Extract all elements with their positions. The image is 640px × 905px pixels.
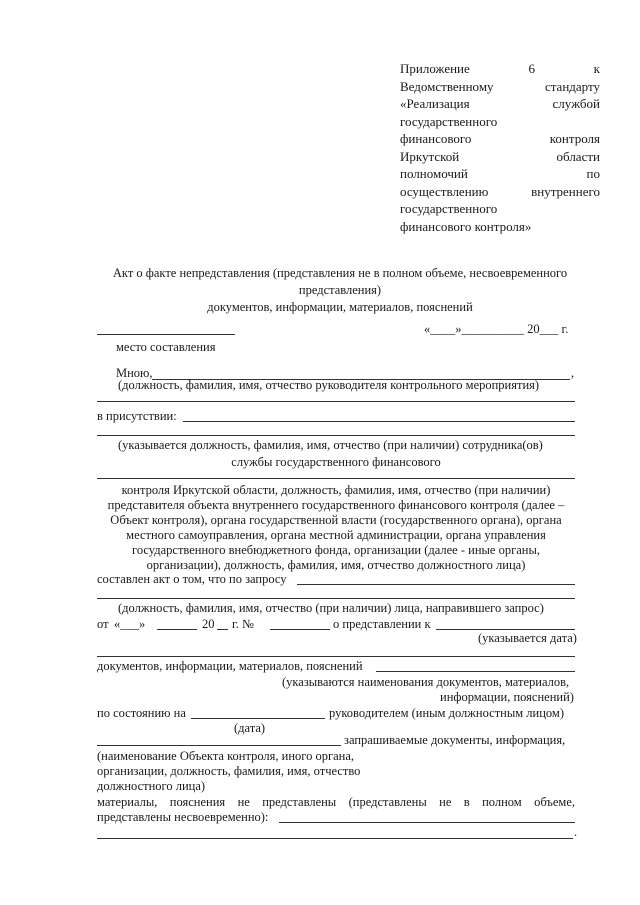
appendix-row xyxy=(400,165,600,183)
appendix-row xyxy=(400,200,600,218)
final-text-1-span: материалы, пояснения не представлены (представлены не в полном объеме, xyxy=(97,795,575,809)
appendix-word: государственного xyxy=(400,113,498,129)
state-date-field[interactable] xyxy=(191,718,325,719)
me-end: , xyxy=(571,366,575,380)
control-caption-line: местного самоуправления, органа местной администрации, органа управления xyxy=(126,528,546,542)
submission-field[interactable] xyxy=(436,629,575,630)
head-label: руководителем (иным должностным лицом) xyxy=(329,706,564,720)
appendix-word: Ведомственному xyxy=(400,78,494,94)
appendix-word: государственного xyxy=(400,201,498,216)
appendix-word: Приложение xyxy=(400,61,470,76)
presence-label: в присутствии: xyxy=(97,409,177,423)
appendix-word: финансового контроля» xyxy=(400,218,532,234)
appendix-word: контроля xyxy=(549,131,600,146)
final-text-2: представлены несвоевременно): xyxy=(97,810,269,824)
appendix-word: внутреннего xyxy=(531,183,600,199)
staff-caption-1: (указывается должность, фамилия, имя, отчество (при наличии) сотрудника(ов) xyxy=(118,438,543,452)
appendix-word: службой xyxy=(552,96,600,111)
state-label: по состоянию на xyxy=(97,706,186,720)
final-field[interactable] xyxy=(279,822,575,823)
from-date[interactable]: «___» xyxy=(114,617,146,631)
object-field[interactable] xyxy=(97,745,341,746)
staff-caption-2: службы государственного финансового xyxy=(231,455,441,469)
appendix-block xyxy=(400,60,600,235)
control-caption-line: контроля Иркутской области, должность, фамилия, имя, отчество (при наличии) xyxy=(121,483,551,497)
me-label: Мною, xyxy=(116,366,153,380)
appendix-row xyxy=(400,95,600,113)
from-number-label: г. № xyxy=(232,617,254,631)
request-caption: (должность, фамилия, имя, отчество (при наличии) лица, направившего запрос) xyxy=(118,601,544,615)
appendix-row xyxy=(400,218,600,236)
from-number-field[interactable] xyxy=(270,629,330,630)
object-caption-1: (наименование Объекта контроля, иного органа, xyxy=(97,749,355,763)
appendix-row xyxy=(400,78,600,96)
control-caption-line: Объект контроля), органа государственной власти (государственного органа), органа xyxy=(110,513,562,527)
requested-label: запрашиваемые документы, информация, xyxy=(344,733,566,747)
from-year-field[interactable] xyxy=(217,629,228,630)
docs-label: документов, информации, материалов, пояснений xyxy=(97,659,363,673)
docs-field[interactable] xyxy=(376,671,575,672)
date-field[interactable]: «____»__________ 20___ г. xyxy=(424,322,569,336)
control-caption-line: представителя объекта внутреннего государственного финансового контроля (далее – xyxy=(107,498,565,512)
final-field-2[interactable] xyxy=(97,838,573,839)
me-field-2[interactable] xyxy=(97,401,575,402)
from-month-field[interactable] xyxy=(157,629,197,630)
object-caption-2: организации, должность, фамилия, имя, отчество xyxy=(97,764,361,778)
appendix-row xyxy=(400,148,600,166)
request-field[interactable] xyxy=(297,584,575,585)
place-caption: место составления xyxy=(116,340,216,354)
presence-field-3[interactable] xyxy=(97,478,575,479)
appendix-row xyxy=(400,113,600,131)
request-field-2[interactable] xyxy=(97,598,575,599)
appendix-word: осуществлению xyxy=(400,183,489,199)
doc-title-line-3: документов, информации, материалов, пояснений xyxy=(207,300,473,314)
docs-caption-2: информации, пояснений) xyxy=(440,690,574,704)
doc-title-line-2: представления) xyxy=(298,283,382,297)
appendix-word: финансового xyxy=(400,131,472,146)
state-date-caption: (дата) xyxy=(234,721,266,735)
from-label: от xyxy=(97,617,109,631)
place-field[interactable] xyxy=(97,334,235,335)
appendix-word: Иркутской xyxy=(400,148,460,164)
doc-title-line-1: Акт о факте непредставления (представления не в полном объеме, несвоевременного xyxy=(112,266,568,280)
final-text-1 xyxy=(97,795,575,810)
appendix-word: полномочий xyxy=(400,166,468,181)
control-caption-line: государственного внебюджетного фонда, организации (далее - иные органы, xyxy=(132,543,540,557)
appendix-word: к xyxy=(593,61,600,76)
appendix-word: по xyxy=(586,166,600,181)
request-label: составлен акт о том, что по запросу xyxy=(97,572,287,586)
appendix-word: 6 xyxy=(528,61,535,76)
submission-label: о представлении к xyxy=(333,617,431,631)
submission-field-2[interactable] xyxy=(97,656,575,657)
appendix-row xyxy=(400,183,600,201)
final-end: . xyxy=(574,825,578,839)
appendix-word: области xyxy=(556,148,600,164)
appendix-word: «Реализация xyxy=(400,96,470,111)
docs-caption-1: (указываются наименования документов, материалов, xyxy=(282,675,570,689)
object-caption-3: должностного лица) xyxy=(97,779,206,793)
control-caption-line: организации), должность, фамилия, имя, отчество должностного лица) xyxy=(146,558,526,572)
from-year: 20 xyxy=(202,617,215,631)
appendix-row xyxy=(400,130,600,148)
presence-field-2[interactable] xyxy=(97,435,575,436)
me-caption: (должность, фамилия, имя, отчество руководителя контрольного мероприятия) xyxy=(118,378,540,392)
appendix-word: стандарту xyxy=(544,78,600,94)
presence-field[interactable] xyxy=(183,421,575,422)
date-caption: (указывается дата) xyxy=(478,631,577,645)
appendix-row xyxy=(400,60,600,78)
